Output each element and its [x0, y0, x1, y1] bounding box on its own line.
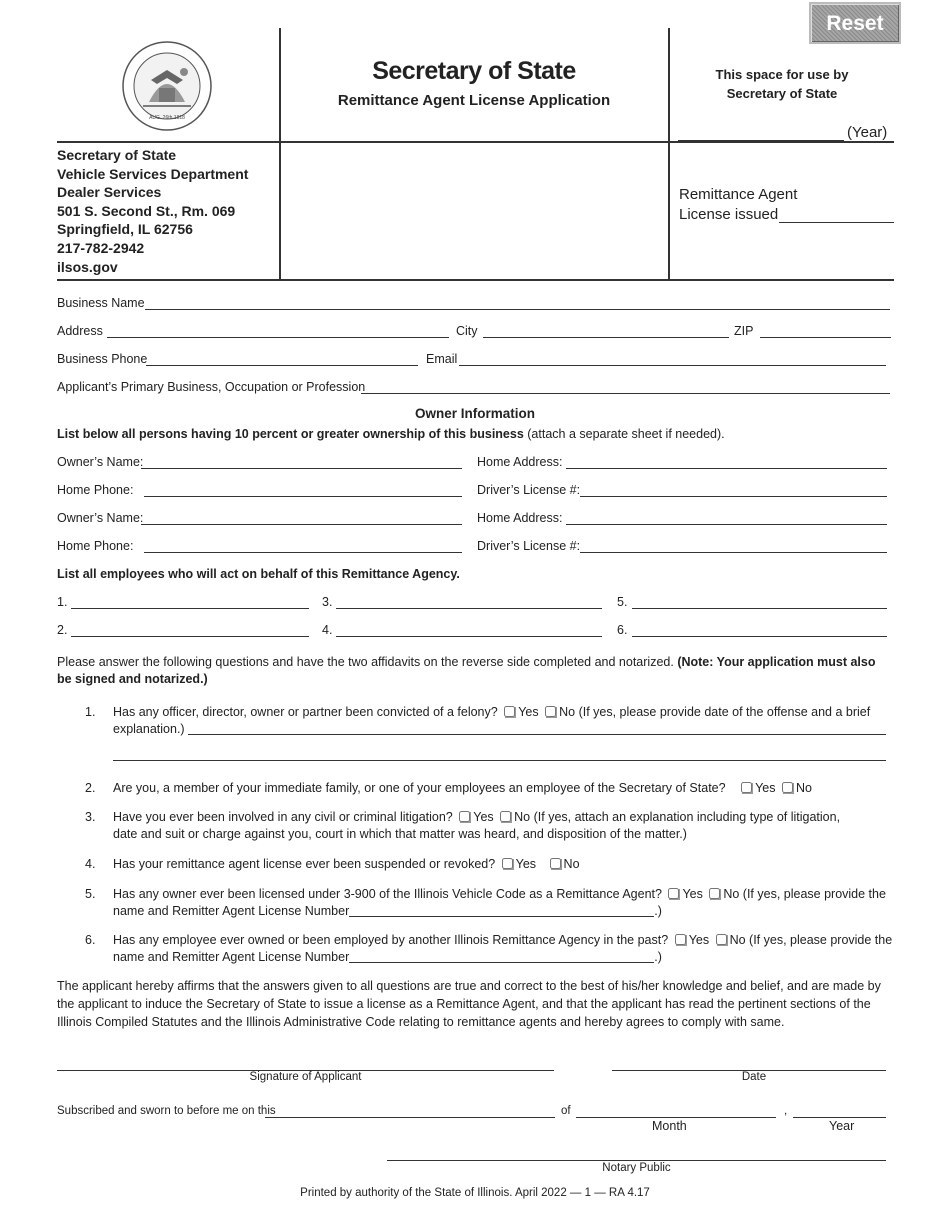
occupation-label: Applicant’s Primary Business, Occupation or Profession [57, 380, 366, 394]
home-phone-label: Home Phone: [57, 483, 134, 497]
year-input[interactable] [678, 126, 848, 142]
employee-number: 5. [617, 595, 628, 609]
owner2-license-input[interactable] [580, 538, 891, 554]
owner1-phone-input[interactable] [144, 482, 466, 498]
reset-button[interactable]: Reset [809, 2, 901, 44]
month-input[interactable] [576, 1103, 780, 1119]
question-text: Are you, a member of your immediate family, or one of your employees an employee of the Secretary of State? [113, 781, 726, 795]
header-bottom-rule [57, 279, 894, 281]
city-input[interactable] [483, 323, 733, 339]
comma-label: , [784, 1105, 788, 1117]
q5-no-checkbox[interactable] [709, 888, 720, 899]
question-number: 6. [85, 933, 96, 947]
occupation-input[interactable] [361, 379, 894, 395]
q4-no-checkbox[interactable] [550, 858, 561, 869]
seal-date: AUG. 26th 1818 [149, 115, 185, 121]
address-line: ilsos.gov [57, 258, 118, 275]
q6-yes-checkbox[interactable] [675, 934, 686, 945]
no-label: No [514, 810, 531, 824]
question-close: .) [654, 950, 662, 964]
yes-label: Yes [473, 810, 494, 824]
q5-yes-checkbox[interactable] [668, 888, 679, 899]
q4-yes-checkbox[interactable] [502, 858, 513, 869]
year-sworn-input[interactable] [793, 1103, 890, 1119]
question-detail-2: name and Remitter Agent License Number [113, 904, 350, 918]
home-address-label: Home Address: [477, 511, 563, 525]
address-label: Address [57, 324, 103, 338]
question-number: 5. [85, 887, 96, 901]
no-label: No [729, 933, 746, 947]
license-issued-line2: License issued [679, 206, 779, 223]
zip-label: ZIP [734, 324, 754, 338]
email-input[interactable] [459, 351, 890, 367]
question-number: 4. [85, 857, 96, 871]
sworn-label: Subscribed and sworn to before me on this [57, 1105, 276, 1117]
employee-number: 6. [617, 623, 628, 637]
drivers-license-label: Driver’s License #: [477, 539, 581, 553]
yes-label: Yes [515, 857, 537, 871]
home-phone-label: Home Phone: [57, 539, 134, 553]
page-title: Secretary of State [372, 57, 576, 85]
question-detail-2: date and suit or charge against you, court in which that matter was heard, and disposition of the matter.) [113, 827, 687, 841]
business-phone-label: Business Phone [57, 352, 148, 366]
sworn-day-input[interactable] [265, 1103, 559, 1119]
page-subtitle: Remittance Agent License Application [337, 92, 611, 109]
drivers-license-label: Driver’s License #: [477, 483, 581, 497]
address-block [57, 146, 248, 276]
question-text: Has any owner ever been licensed under 3-900 of the Illinois Vehicle Code as a Remittance Agent? [113, 887, 662, 901]
date-input[interactable] [612, 1054, 890, 1070]
signature-input[interactable] [57, 1054, 558, 1070]
license-issued-line1: Remittance Agent [679, 186, 798, 203]
q3-yes-checkbox[interactable] [459, 811, 470, 822]
question-text: Has any officer, director, owner or partner been convicted of a felony? [113, 705, 498, 719]
question-text: Have you ever been involved in any civil or criminal litigation? [113, 810, 453, 824]
questions-intro-text: Please answer the following questions and have the two affidavits on the reverse side completed and notarized. [57, 655, 674, 669]
question-text: Has any employee ever owned or been employed by another Illinois Remittance Agency in the past? [113, 933, 669, 947]
owner2-name-input[interactable] [141, 510, 466, 526]
employee-number: 3. [322, 595, 333, 609]
notary-line [387, 1160, 886, 1161]
owner-instruction [57, 427, 725, 441]
q1-explanation-input-2[interactable] [113, 746, 890, 762]
q2-no-checkbox[interactable] [782, 782, 793, 793]
employee-number: 2. [57, 623, 68, 637]
license-issued-input[interactable] [779, 208, 898, 224]
q1-explanation-input[interactable] [188, 720, 890, 736]
date-label: Date [741, 1071, 767, 1083]
question-3 [57, 809, 897, 849]
no-label: No [563, 857, 580, 871]
signature-label: Signature of Applicant [249, 1071, 362, 1083]
office-use-line2: Secretary of State [726, 86, 838, 101]
no-label: No [559, 705, 576, 719]
notary-input[interactable] [387, 1144, 890, 1160]
question-5 [57, 886, 897, 926]
owner2-address-input[interactable] [566, 510, 891, 526]
zip-input[interactable] [760, 323, 895, 339]
employee-number: 4. [322, 623, 333, 637]
employee5-input[interactable] [632, 594, 891, 610]
office-use-line1: This space for use by [715, 67, 849, 82]
notary-label: Notary Public [602, 1162, 671, 1174]
owner-name-label: Owner’s Name: [57, 511, 144, 525]
business-name-label: Business Name [57, 296, 145, 310]
employees-heading: List all employees who will act on behalf of this Remittance Agency. [57, 567, 460, 581]
owner1-name-input[interactable] [141, 454, 466, 470]
question-6 [57, 932, 897, 972]
year-label: (Year) [847, 124, 888, 141]
q1-yes-checkbox[interactable] [504, 706, 515, 717]
question-number: 3. [85, 810, 96, 824]
year-sworn-label: Year [829, 1119, 855, 1133]
city-label: City [456, 324, 478, 338]
question-detail: (If yes, please provide the [749, 933, 893, 947]
address-line: 501 S. Second St., Rm. 069 [57, 202, 236, 219]
month-label: Month [652, 1119, 687, 1133]
owner-instruction-rest: (attach a separate sheet if needed). [527, 427, 725, 441]
employee4-input[interactable] [336, 622, 606, 638]
address-line: Secretary of State [57, 147, 177, 163]
question-detail-2: explanation.) [113, 722, 185, 736]
header-rule-left [57, 141, 280, 143]
question-detail-2: name and Remitter Agent License Number [113, 950, 350, 964]
q1-no-checkbox[interactable] [545, 706, 556, 717]
yes-label: Yes [518, 705, 539, 719]
yes-label: Yes [755, 781, 776, 795]
address-line: Dealer Services [57, 184, 162, 201]
q6-license-line[interactable] [349, 950, 654, 963]
header-rule-center [279, 141, 668, 143]
employee2-input[interactable] [71, 622, 313, 638]
home-address-label: Home Address: [477, 455, 563, 469]
owner-info-heading: Owner Information [414, 406, 535, 421]
no-label: No [795, 781, 812, 795]
questions-note: (Note: Your application must also be signed and notarized.) [57, 655, 876, 686]
employee1-input[interactable] [71, 594, 313, 610]
of-label: of [561, 1105, 571, 1117]
email-label: Email [426, 352, 458, 366]
question-number: 2. [85, 781, 96, 795]
question-number: 1. [85, 705, 96, 719]
address-line: Springfield, IL 62756 [57, 221, 193, 238]
owner1-address-input[interactable] [566, 454, 891, 470]
question-text: Has your remittance agent license ever been suspended or revoked? [113, 857, 496, 871]
owner2-phone-input[interactable] [144, 538, 466, 554]
address-line: 217-782-2942 [57, 239, 145, 256]
owner-instruction-bold: List below all persons having 10 percent or greater ownership of this business [57, 427, 524, 441]
questions-intro [57, 654, 893, 688]
question-close: .) [654, 904, 662, 918]
yes-label: Yes [682, 887, 703, 901]
footer-text: Printed by authority of the State of Illinois. April 2022 — 1 — RA 4.17 [300, 1187, 650, 1199]
owner1-license-input[interactable] [580, 482, 891, 498]
question-2 [57, 780, 897, 800]
employee6-input[interactable] [632, 622, 891, 638]
owner-name-label: Owner’s Name: [57, 455, 144, 469]
employee3-input[interactable] [336, 594, 606, 610]
affirmation-text: The applicant hereby affirms that the answers given to all questions are true and correct to the best of his/her knowledge and belief, and are made by the applicant to induce the Secretary of State to issue a license as a Remittance Agent, and that the applicant has read the pertinent sections of the Illinois Compiled Statutes and the Illinois Administrative Code relating to remittance agents and hereby agrees to comply with same. [57, 979, 881, 1029]
question-detail: (If yes, please provide date of the offense and a brief [578, 705, 871, 719]
question-detail: (If yes, please provide the [742, 887, 886, 901]
question-4 [57, 856, 897, 876]
business-name-input[interactable] [145, 295, 894, 311]
q3-no-checkbox[interactable] [500, 811, 511, 822]
question-detail: (If yes, attach an explanation including type of litigation, [533, 810, 841, 824]
q6-no-checkbox[interactable] [716, 934, 727, 945]
yes-label: Yes [688, 933, 710, 947]
q5-license-line[interactable] [349, 904, 654, 917]
employee-number: 1. [57, 595, 68, 609]
address-line: Vehicle Services Department [57, 165, 249, 182]
business-phone-input[interactable] [146, 351, 422, 367]
q2-yes-checkbox[interactable] [741, 782, 752, 793]
address-input[interactable] [107, 323, 453, 339]
no-label: No [723, 887, 740, 901]
